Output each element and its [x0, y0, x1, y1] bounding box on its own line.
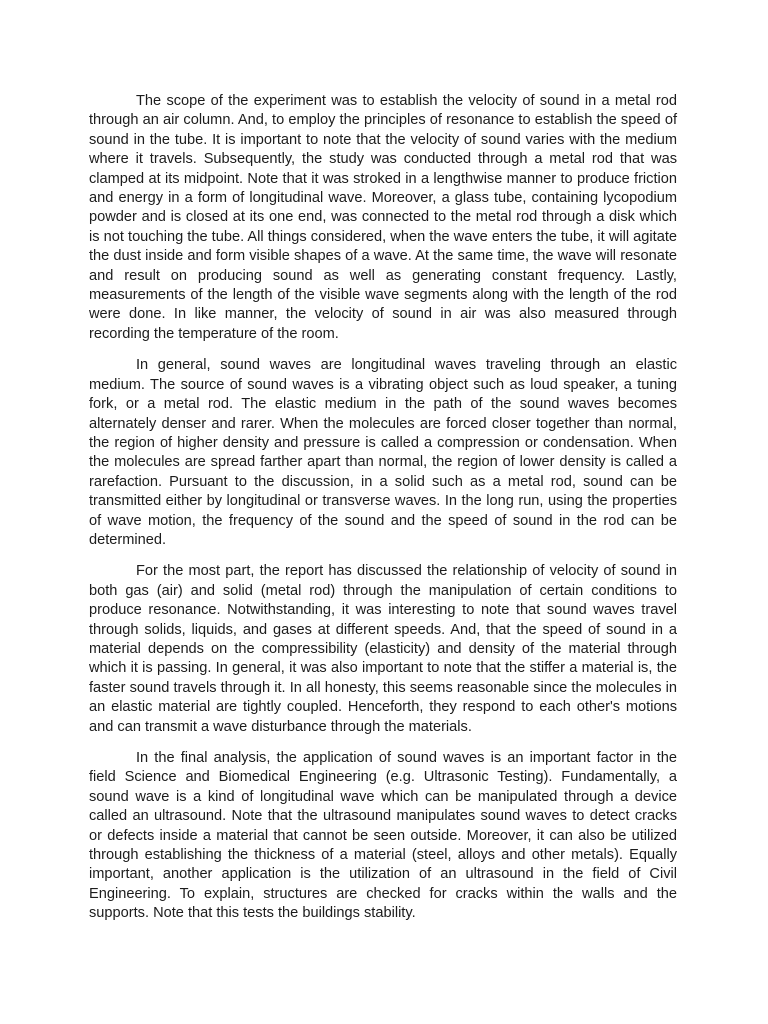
paragraph-2: In general, sound waves are longitudinal waves traveling through an elastic medium. The source of sound waves is a vibrating object such as loud speaker, a tuning fork, or a metal rod. The elastic medium in the path of the sound waves becomes alternately denser and rarer. When the molecules are forced closer together than normal, the region of higher density and pressure is called a compression or condensation. When the molecules are spread farther apart than normal, the region of lower density is called a rarefaction. Pursuant to the discussion, in a solid such as a metal rod, sound can be transmitted either by longitudinal or transverse waves. In the long run, using the properties of wave motion, the frequency of the sound and the speed of sound in the rod can be determined. — [89, 357, 677, 548]
paragraph-3: For the most part, the report has discussed the relationship of velocity of sound in both gas (air) and solid (metal rod) through the manipulation of certain conditions to produce resonance. Notwithstanding, it was interesting to note that sound waves travel through solids, liquids, and gases at different speeds. And, that the speed of sound in a material depends on the compressibility (elasticity) and density of the material through which it is passing. In general, it was also important to note that the stiffer a material is, the faster sound travels through it. In all honesty, this seems reasonable since the molecules in an elastic material are tightly coupled. Henceforth, they respond to each other's motions and can transmit a wave disturbance through the materials. — [89, 563, 677, 735]
paragraph-4: In the final analysis, the application of sound waves is an important factor in the field Science and Biomedical Engineering (e.g. Ultrasonic Testing). Fundamentally, a sound wave is a kind of longitudinal wave which can be manipulated through a device called an ultrasound. Note that the ultrasound manipulates sound waves to detect cracks or defects inside a material that cannot be seen outside. Moreover, it can also be utilized through establishing the thickness of a material (steel, alloys and other metals). Equally important, another application is the utilization of an ultrasound in the field of Civil Engineering. To explain, structures are checked for cracks within the walls and the supports. Note that this tests the buildings stability. — [89, 750, 677, 922]
document-page — [89, 92, 677, 936]
paragraph-1: The scope of the experiment was to establish the velocity of sound in a metal rod through an air column. And, to employ the principles of resonance to establish the speed of sound in the tube. It is important to note that the velocity of sound varies with the medium where it travels. Subsequently, the study was conducted through a metal rod that was clamped at its midpoint. Note that it was stroked in a lengthwise manner to produce friction and energy in a form of longitudinal wave. Moreover, a glass tube, containing lycopodium powder and is closed at its one end, was connected to the metal rod through a disk which is not touching the tube. All things considered, when the wave enters the tube, it will agitate the dust inside and form visible shapes of a wave. At the same time, the wave will resonate and result on producing sound as well as generating constant frequency. Lastly, measurements of the length of the visible wave segments along with the length of the rod were done. In like manner, the velocity of sound in air was also measured through recording the temperature of the room. — [89, 93, 677, 342]
